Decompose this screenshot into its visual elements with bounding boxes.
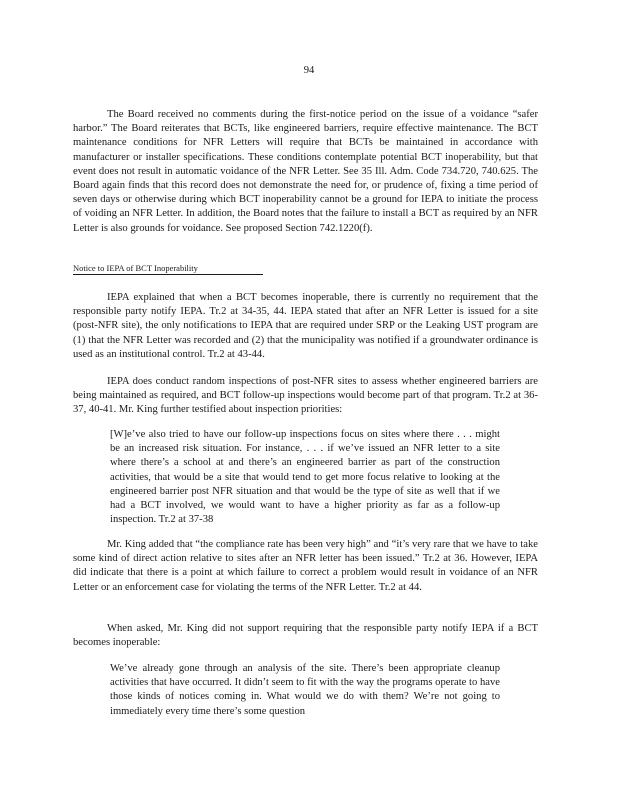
block-quote-notification [110,662,500,719]
quote-text: We’ve already gone through an analysis of the site. There’s been appropriate cleanup activities that have occurred. It didn’t seem to fit with the way the programs operate to have those kinds of notices coming in. What would we do with them? We’re not going to immediately every time there’s some question [110,663,500,717]
paragraph-compliance-rate [73,538,538,595]
page-number: 94 [303,65,315,76]
paragraph-when-asked [73,622,538,650]
quote-text: [W]e’ve also tried to have our follow-up inspections focus on sites where there . . . might be an increased risk situation. For instance, . . . if we’ve issued an NFR letter to a site where there’s a school at and there’s an engineered barrier as part of the construction activities, that would be a site that would tend to get more focus relative to looking at the engineered barrier post NFR situation and that would be the type of site as well that if we had a BCT involved, we would want to have a higher priority as far as a follow-up inspection. Tr.2 at 37-38 [110,429,500,526]
paragraph-text: IEPA explained that when a BCT becomes inoperable, there is currently no requirement that the responsible party notify IEPA. Tr.2 at 34-35, 44. IEPA stated that after an NFR Letter is issued for a site (post-NFR site), the only notifications to IEPA that are required under SRP or the Leaking UST program are (1) that the NFR Letter was recorded and (2) that the municipality was notified if a groundwater ordinance is used as an institutional control. Tr.2 at 43-44. [73,292,538,360]
paragraph-text: The Board received no comments during the first-notice period on the issue of a voidance “safer harbor.” The Board reiterates that BCTs, like engineered barriers, require effective maintenance. The BCT maintenance conditions for NFR Letters will require that BCTs be maintained in accordance with manufacturer or installer specifications. These conditions contemplate potential BCT inoperability, but that event does not result in automatic voidance of the NFR Letter. See 35 Ill. Adm. Code 734.720, 740.625. The Board again finds that this record does not demonstrate the need for, or prudence of, fixing a time period of seven days or otherwise during which BCT inoperability cannot be a ground for IEPA to initiate the process of voiding an NFR Letter. In addition, the Board notes that the failure to install a BCT as required by an NFR Letter is also grounds for voidance. See proposed Section 742.1220(f). [73,109,538,234]
block-quote-inspection-priorities [110,428,500,527]
paragraph-safer-harbor [73,108,538,236]
paragraph-text: IEPA does conduct random inspections of post-NFR sites to assess whether engineered barriers are being maintained as required, and BCT follow-up inspections would become part of that program. Tr.2 at 36-37, 40-41. Mr. King further testified about inspection priorities: [73,376,538,416]
paragraph-inspections [73,375,538,418]
paragraph-text: Mr. King added that “the compliance rate has been very high” and “it’s very rare that we have to take some kind of direct action relative to sites after an NFR letter has been issued.” Tr.2 at 36. However, IEPA did indicate that there is a point at which failure to correct a problem would result in voidance of an NFR Letter or an enforcement case for violating the terms of the NFR Letter. Tr.2 at 44. [73,539,538,593]
paragraph-iepa-explained [73,291,538,362]
section-heading: Notice to IEPA of BCT Inoperability [73,263,263,275]
paragraph-text: When asked, Mr. King did not support requiring that the responsible party notify IEPA if a BCT becomes inoperable: [73,623,538,649]
